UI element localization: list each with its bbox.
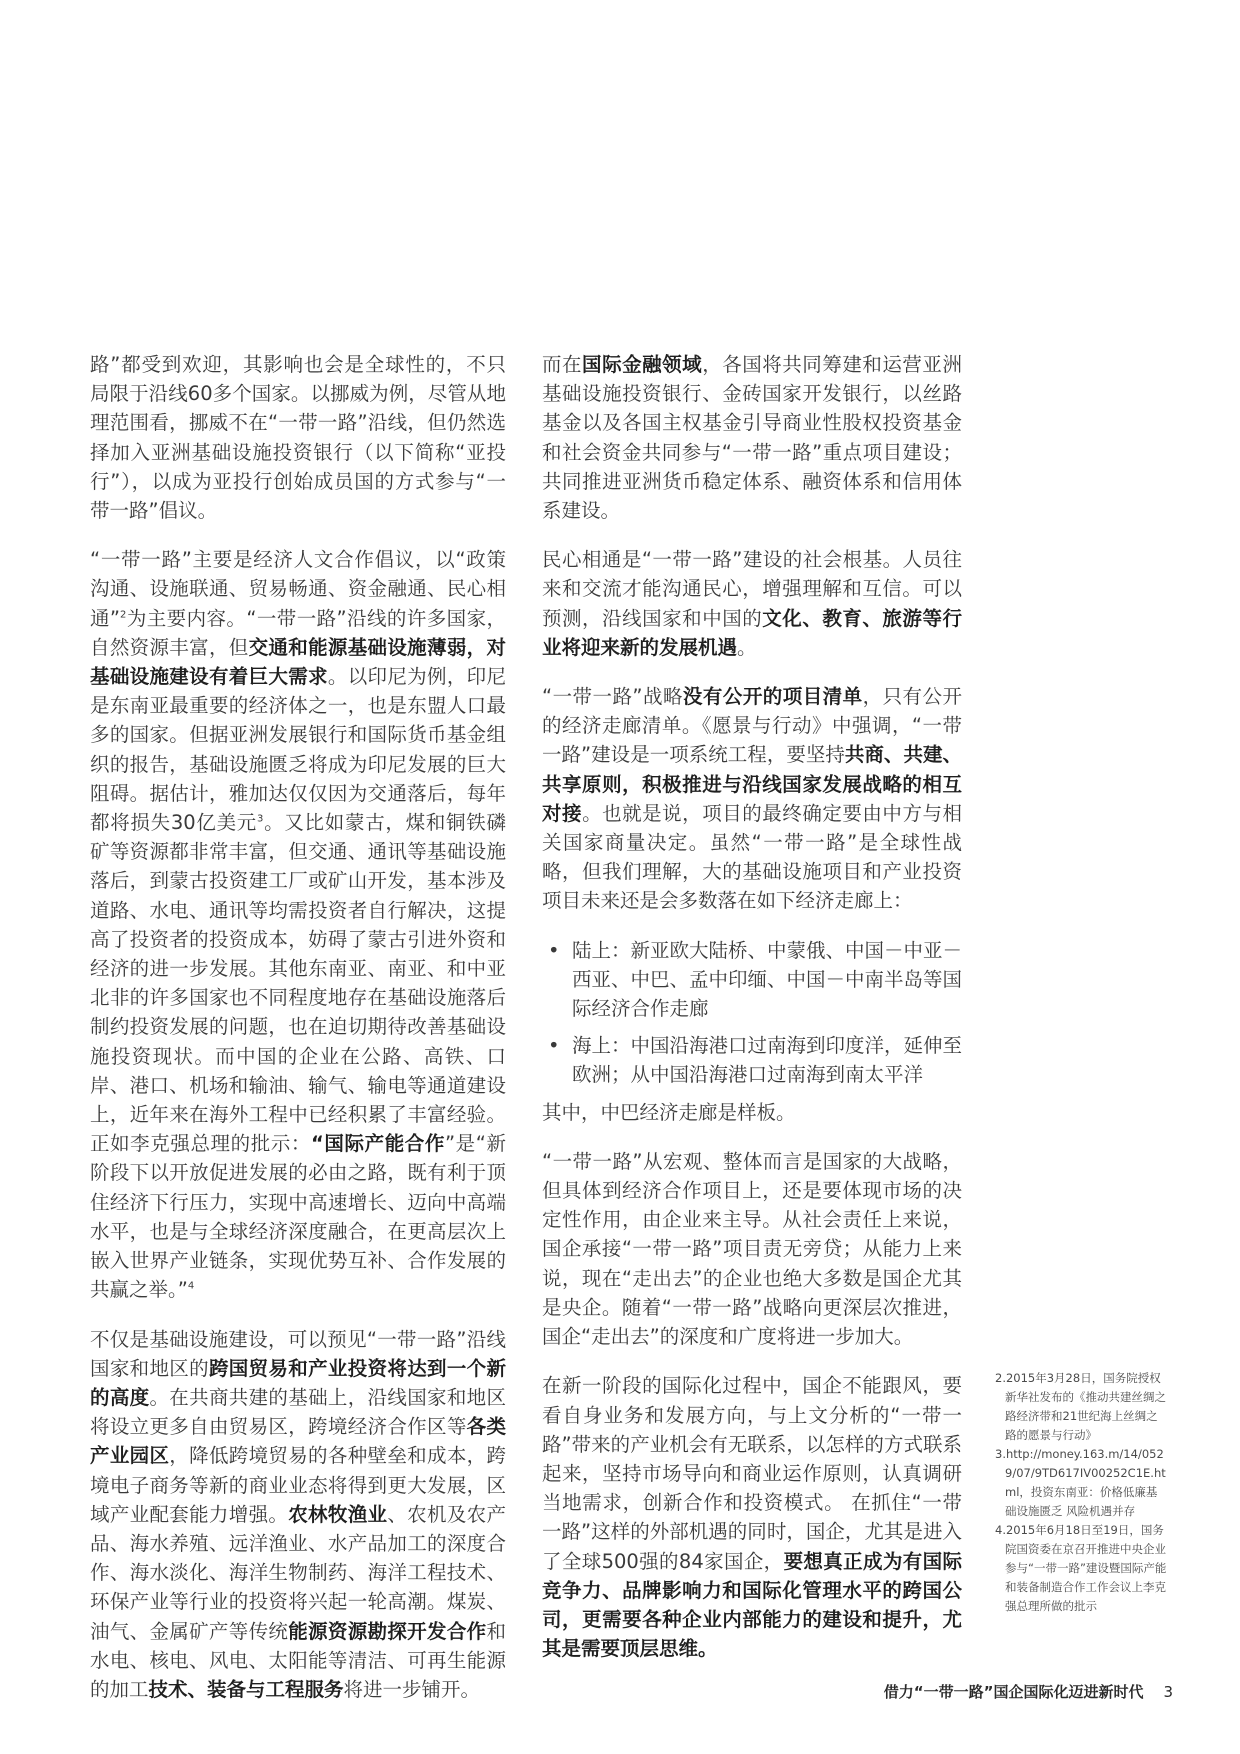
paragraph: 不仅是基础设施建设，可以预见“一带一路”沿线国家和地区的跨国贸易和产业投资将达到一个新的高度。在共商共建的基础上，沿线国家和地区将设立更多自由贸易区，跨境经济合作区等各类产业园区，降低跨境贸易的各种壁垒和成本，跨境电子商务等新的商业业态将得到更大发展，区域产业配套能力增强。农林牧渔业、农机及农产品、海水养殖、远洋渔业、水产品加工的深度合作、海水淡化、海洋生物制药、海洋工程技术、环保产业等行业的投资将兴起一轮高潮。煤炭、油气、金属矿产等传统能源资源勘探开发合作和水电、核电、风电、太阳能等清洁、可再生能源的加工技术、装备与工程服务将进一步铺开。: [90, 1327, 506, 1701]
page-footer: [840, 1680, 1173, 1704]
emphasis: 能源资源勘探开发合作: [288, 1619, 487, 1643]
emphasis: 农林牧渔业: [288, 1502, 388, 1526]
paragraph: “一带一路”主要是经济人文合作倡议，以“政策沟通、设施联通、贸易畅通、资金融通、民心相通”$^2$为主要内容。“一带一路”沿线的许多国家，自然资源丰富，但交通和能源基础设施薄弱，对基础设施建设有着巨大需求。以印尼为例，印尼是东南亚最重要的经济体之一，也是东盟人口最多的国家。但据亚洲发展银行和国际货币基金组织的报告，基础设施匮乏将成为印尼发展的巨大阻碍。据估计，雅加达仅仅因为交通落后，每年都将损失30亿美元$^3$。又比如蒙古，煤和铜铁磷矿等资源都非常丰富，但交通、通讯等基础设施落后，到蒙古投资建工厂或矿山开发，基本涉及道路、水电、通讯等均需投资者自行解决，这提高了投资者的投资成本，妨碍了蒙古引进外资和经济的进一步发展。其他东南亚、南亚、和中亚北非的许多国家也不同程度地存在基础设施落后制约投资发展的问题，也在迫切期待改善基础设施投资现状。而中国的企业在公路、高铁、口岸、港口、机场和输油、输气、输电等通道建设上，近年来在海外工程中已经积累了丰富经验。正如李克强总理的批示：“国际产能合作”是“新阶段下以开放促进发展的必由之路，既有利于顶住经济下行压力，实现中高速增长、迈向中高端水平，也是与全球经济深度融合，在更高层次上嵌入世界产业链条，实现优势互补、合作发展的共赢之举。”$^4$: [90, 548, 506, 1302]
emphasis: 跨国贸易和产业投资将达到一个新的高度: [90, 1356, 506, 1409]
footnote-ref: 3: [257, 813, 264, 825]
paragraph: “一带一路”从宏观、整体而言是国家的大战略，但具体到经济合作项目上，还是要体现市场的决定性作用，由企业来主导。从社会责任上来说，国企承接“一带一路”项目责无旁贷；从能力上来说，现在“走出去”的企业也绝大多数是国企尤其是央企。随着“一带一路”战略向更深层次推进，国企“走出去”的深度和广度将进一步加大。: [542, 1149, 962, 1349]
paragraph: 而在国际金融领域，各国将共同筹建和运营亚洲基础设施投资银行、金砖国家开发银行，以丝路基金以及各国主权基金引导商业性股权投资基金和社会资金共同参与“一带一路”重点项目建设；共同推进亚洲货币稳定体系、融资体系和信用体系建设。: [542, 353, 962, 523]
footnote-3: 3.http://money.163.m/14/0529/07/9TD617IV00252C1E.html，投资东南亚：价格低廉基础设施匮乏 风险机遇并存: [995, 1447, 1166, 1518]
emphasis: 各类产业园区: [90, 1415, 506, 1468]
footnote-4: 4.2015年6月18日至19日，国务院国资委在京召开推进中央企业参与“一带一路”建设暨国际产能和装备制造合作工作会议上李克强总理所做的批示: [995, 1523, 1167, 1613]
paragraph: 在新一阶段的国际化过程中，国企不能跟风，要看自身业务和发展方向，与上文分析的“一带一路”带来的产业机会有无联系，以怎样的方式联系起来，坚持市场导向和商业运作原则，认真调研当地需求，创新合作和投资模式。 在抓住“一带一路”这样的外部机遇的同时，国企，尤其是进入了全球500强的84家国企，要想真正成为有国际竞争力、品牌影响力和国际化管理水平的跨国公司，更需要各种企业内部能力的建设和提升，尤其是需要顶层思维。: [542, 1374, 962, 1661]
corridor-list: [542, 936, 962, 1090]
paragraph: “一带一路”战略没有公开的项目清单，只有公开的经济走廊清单。《愿景与行动》中强调，“一带一路”建设是一项系统工程，要坚持共商、共建、共享原则，积极推进与沿线国家发展战略的相互对接。也就是说，项目的最终确定要由中方与相关国家商量决定。虽然“一带一路”是全球性战略，但我们理解，大的基础设施项目和产业投资项目未来还是会多数落在如下经济走廊上：: [542, 685, 962, 913]
paragraph: 民心相通是“一带一路”建设的社会根基。人员往来和交流才能沟通民心，增强理解和互信。可以预测，沿线国家和中国的文化、教育、旅游等行业将迎来新的发展机遇。: [542, 548, 962, 659]
paragraph: 其中，中巴经济走廊是样板。: [542, 1100, 796, 1124]
footnote-2: 2.2015年3月28日，国务院授权新华社发布的《推动共建丝绸之路经济带和21世纪海上丝绸之路的愿景与行动》: [995, 1371, 1166, 1442]
emphasis: 共商、共建、共享原则，积极推进与沿线国家发展战略的相互对接: [542, 743, 962, 825]
right-column: [542, 350, 962, 1683]
emphasis: 技术、装备与工程服务: [148, 1677, 344, 1701]
footnotes: [995, 1369, 1167, 1616]
page-number: 3: [1163, 1683, 1173, 1701]
emphasis: 文化、教育、旅游等行业将迎来新的发展机遇: [542, 606, 962, 659]
emphasis: 交通和能源基础设施薄弱，对基础设施建设有着巨大需求: [90, 635, 506, 689]
emphasis: 要想真正成为有国际竞争力、品牌影响力和国际化管理水平的跨国公司，更需要各种企业内部能力的建设和提升，尤其是需要顶层思维。: [542, 1549, 962, 1661]
footnote-ref: 4: [187, 1280, 195, 1292]
list-item: • 海上：中国沿海港口过南海到印度洋，延伸至欧洲；从中国沿海港口过南海到南太平洋: [542, 1031, 962, 1089]
paragraph: 路”都受到欢迎，其影响也会是全球性的，不只局限于沿线60多个国家。以挪威为例，尽管从地理范围看，挪威不在“一带一路”沿线，但仍然选择加入亚洲基础设施投资银行（以下简称“亚投行”），以成为亚投行创始成员国的方式参与“一带一路”倡议。: [90, 353, 506, 523]
list-item: • 陆上：新亚欧大陆桥、中蒙俄、中国－中亚－西亚、中巴、孟中印缅、中国－中南半岛等国际经济合作走廊: [542, 936, 962, 1024]
emphasis: 国际金融领域: [582, 353, 703, 376]
footer-title: 借力“一带一路”国企国际化迈进新时代: [883, 1683, 1144, 1701]
emphasis: 没有公开的项目清单: [682, 685, 863, 709]
footnote-ref: 2: [120, 609, 127, 621]
left-column: [90, 350, 506, 1724]
emphasis: “国际产能合作: [311, 1132, 445, 1156]
